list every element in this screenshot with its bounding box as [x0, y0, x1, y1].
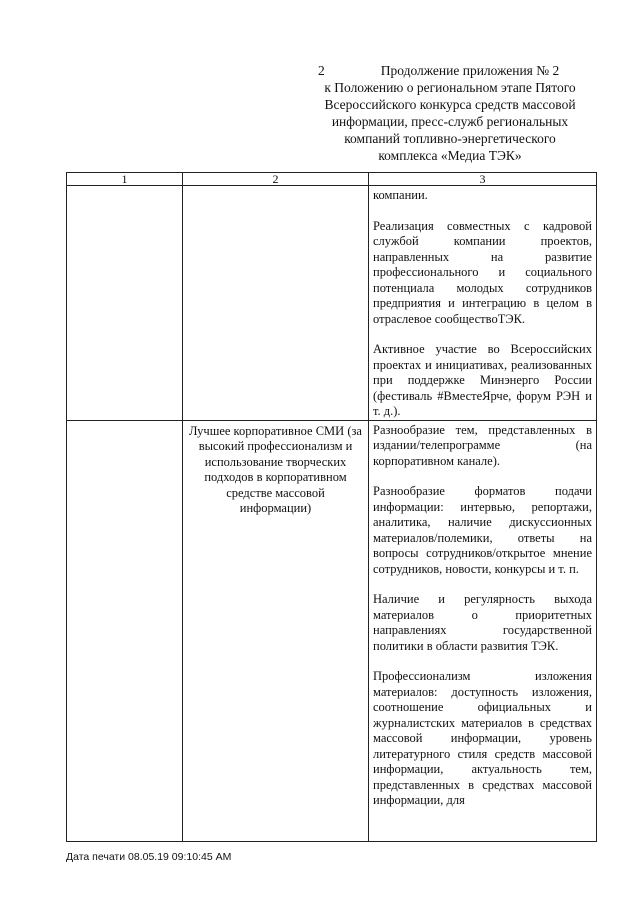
header-line: компаний топливно-энергетического	[344, 131, 556, 146]
criterion-paragraph: компании.	[373, 188, 428, 202]
print-date: Дата печати 08.05.19 09:10:45 AM	[66, 851, 232, 863]
column-header: 2	[183, 173, 369, 186]
table-cell	[369, 186, 597, 421]
nomination-text: Лучшее корпоративное СМИ (за высокий профессионализм и использование творческих подходов в корпоративном средстве массовой информации)	[189, 423, 362, 515]
criterion-paragraph: Профессионализм изложения материалов: доступность изложения, соотношение официальных и журналистских материалов в средствах массовой информации, уровень литературного стиля средств массовой информации, актуальность тем, представленных в средствах массовой информации, для	[373, 669, 592, 807]
criterion-paragraph: Разнообразие тем, представленных в издании/телепрограмме (на корпоративном канале).	[373, 422, 592, 468]
header-line: Всероссийского конкурса средств массовой	[324, 97, 576, 112]
criterion-paragraph: Разнообразие форматов подачи информации: интервью, репортажи, аналитика, наличие дискуссионных материалов/полемики, ответы на вопросы сотрудников/открытое мнение сотрудников, новости, конкурсы и т. п.	[373, 484, 592, 576]
table-cell	[183, 420, 369, 841]
column-header: 1	[67, 173, 183, 186]
table-cell	[369, 420, 597, 841]
header-line: к Положению о региональном этапе Пятого	[324, 80, 576, 95]
header-line: информации, пресс-служб региональных	[331, 114, 569, 129]
header-line: Продолжение приложения № 2	[380, 63, 560, 78]
page-number: 2	[318, 63, 325, 78]
criterion-paragraph: Активное участие во Всероссийских проектах и инициативах, реализованных при поддержке Минэнерго России (фестиваль #ВместеЯрче, форум РЭН и т. д.).	[373, 342, 592, 418]
criteria-table	[66, 172, 597, 842]
table-row	[67, 186, 597, 421]
document-header	[300, 62, 600, 164]
nomination-text	[183, 186, 368, 192]
criterion-paragraph: Реализация совместных с кадровой службой компании проектов, направленных на развитие профессионального и социального потенциала молодых сотрудников предприятия и интеграцию в целом в отраслевое сообществоТЭК.	[373, 218, 592, 326]
table-header-row	[67, 173, 597, 186]
header-line: комплекса «Медиа ТЭК»	[378, 148, 522, 163]
table-cell	[67, 186, 183, 421]
criterion-paragraph: Наличие и регулярность выхода материалов о приоритетных направлениях государственной политики в области развития ТЭК.	[373, 592, 592, 653]
column-header: 3	[369, 173, 597, 186]
table-row	[67, 420, 597, 841]
table-cell	[67, 420, 183, 841]
table-cell	[183, 186, 369, 421]
